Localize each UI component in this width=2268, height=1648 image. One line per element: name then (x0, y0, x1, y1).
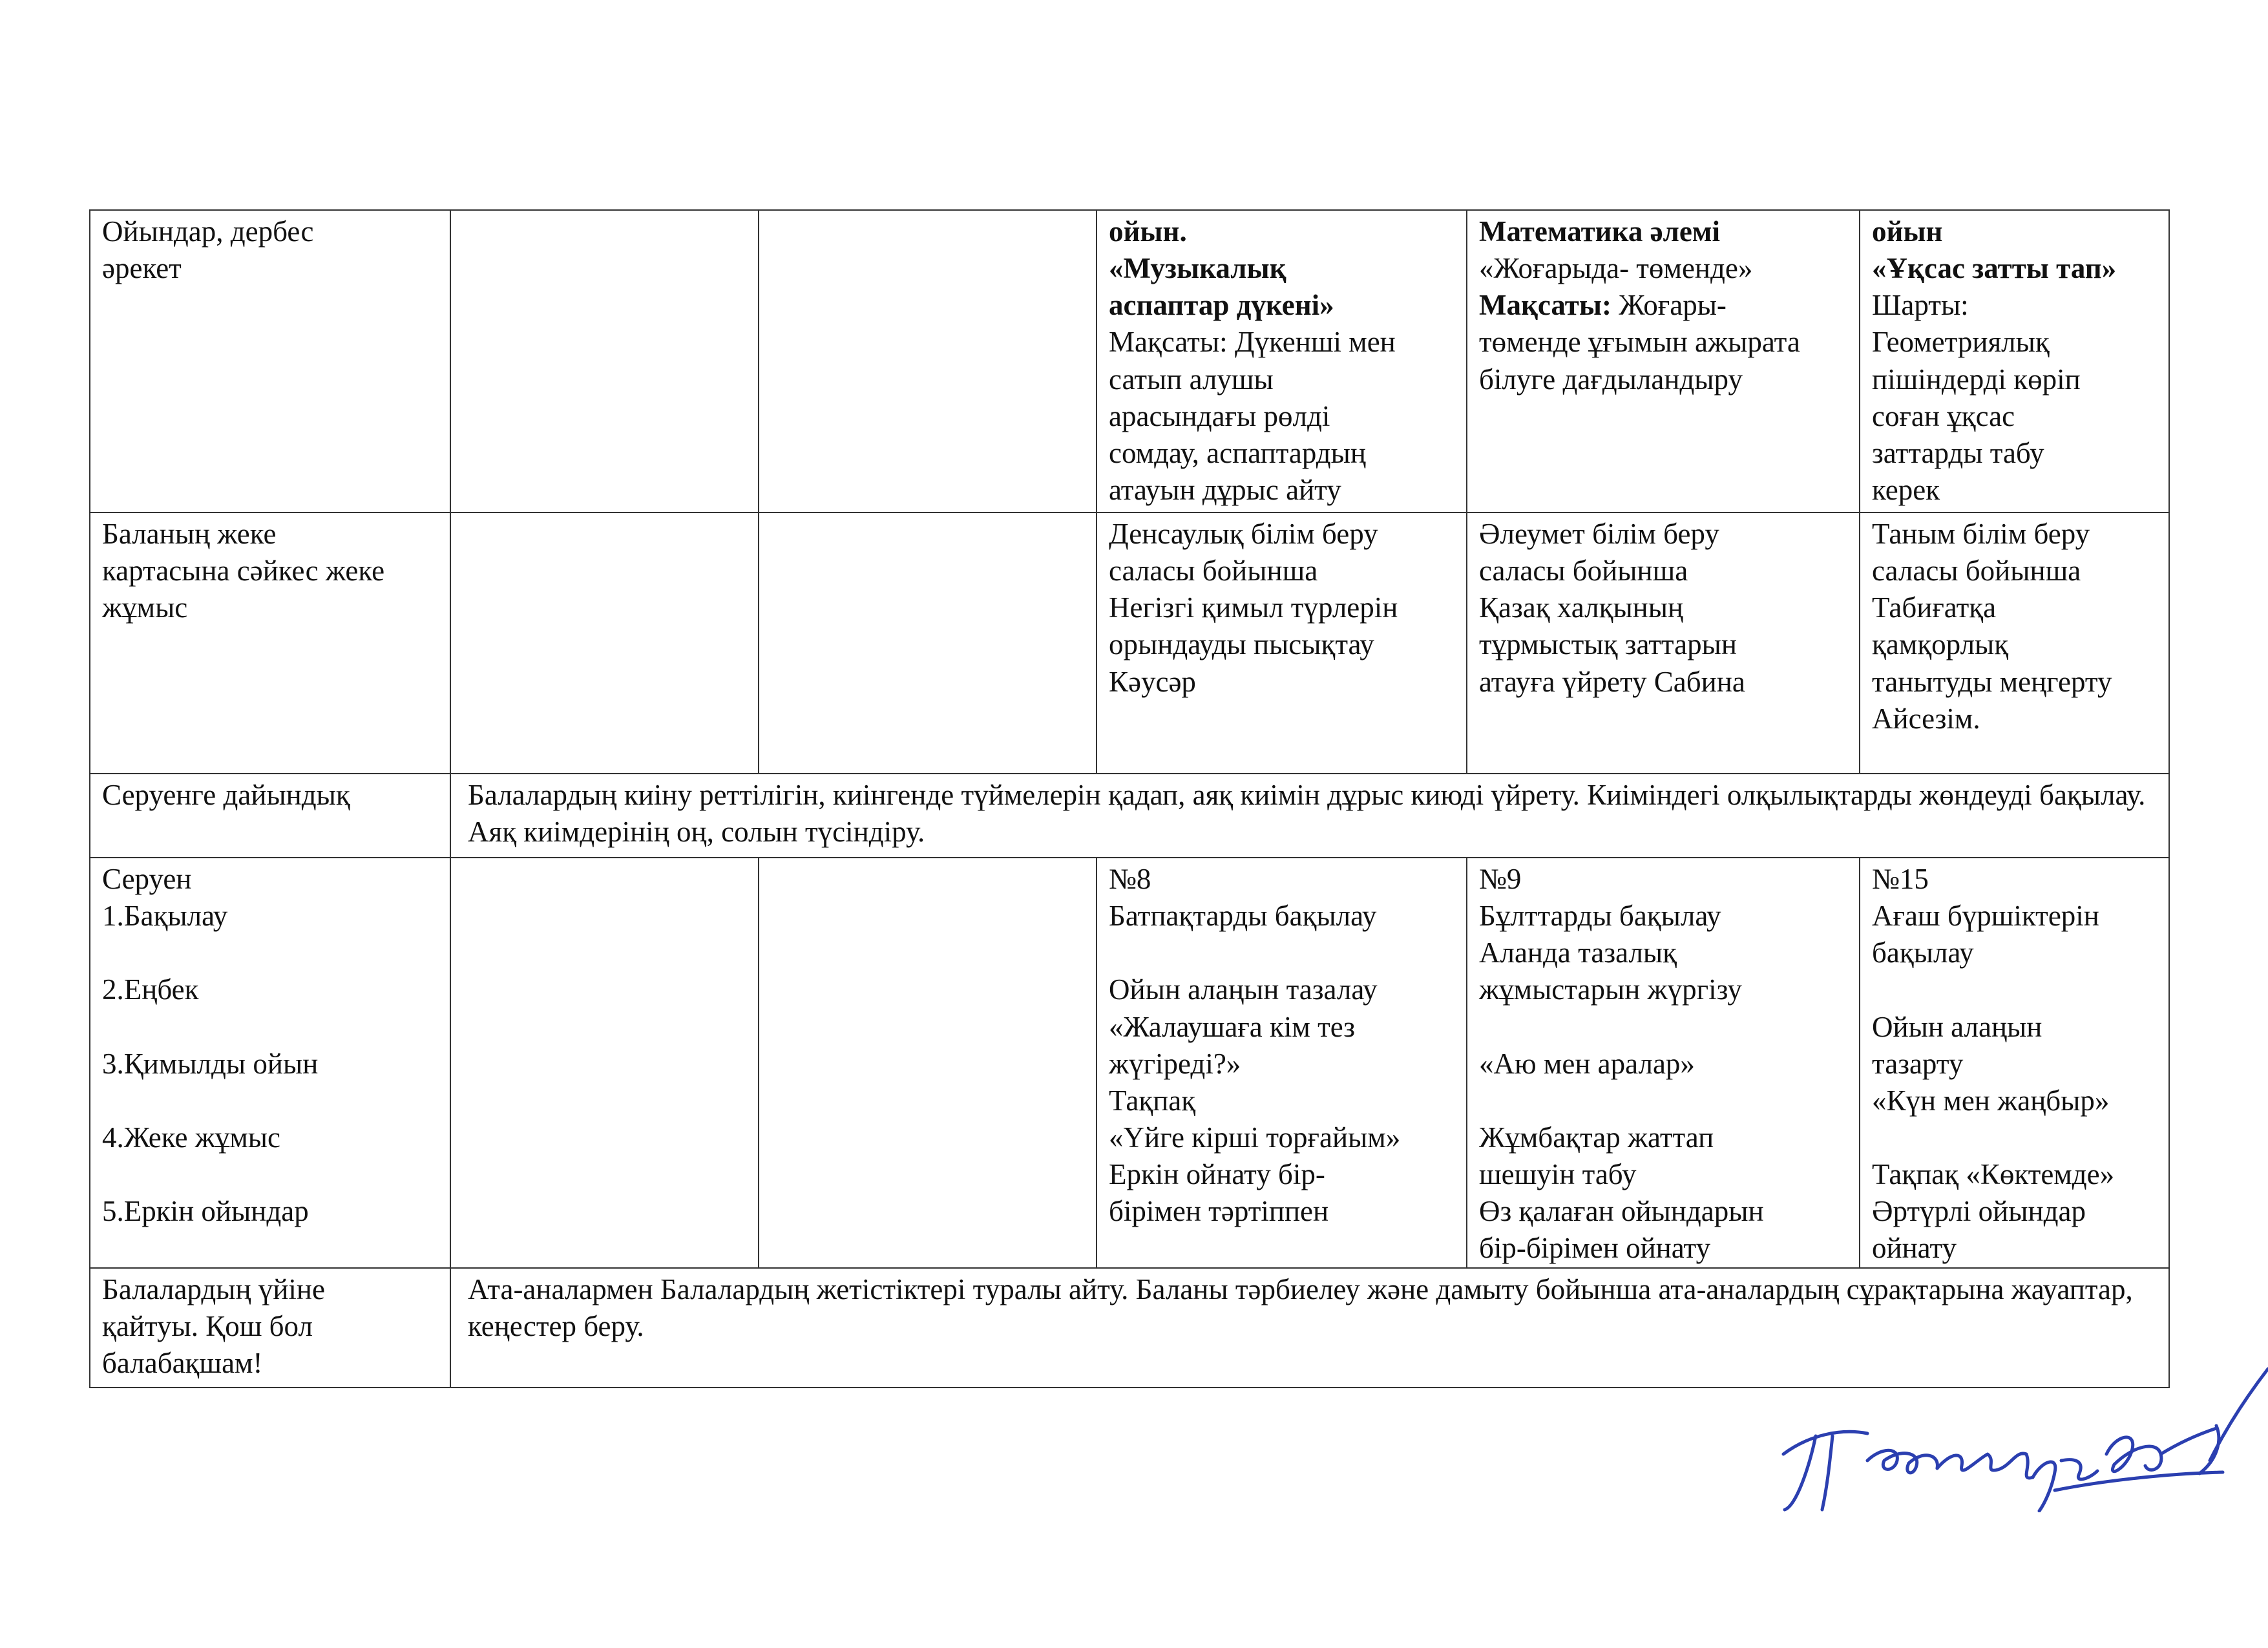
walk-col5-cell: №9 Бұлттарды бақылау Аланда тазалық жұмыстарын жүргізу «Аю мен аралар» Жұмбақтар жаттап шешуін табу Өз қалаған ойындарын бір-бірімен ойнату (1467, 858, 1860, 1268)
empty-cell (759, 512, 1097, 774)
empty-cell (759, 858, 1097, 1268)
games-col5-title: Математика әлемі (1479, 215, 1720, 248)
weekly-plan-table (89, 209, 2170, 1388)
games-col4-title: ойын. «Музыкалық аспаптар дүкені» (1109, 215, 1334, 322)
games-col4-cell (1097, 210, 1467, 512)
empty-cell (450, 210, 759, 512)
games-col5-cell (1467, 210, 1860, 512)
empty-cell (450, 512, 759, 774)
games-col5-subtitle: «Жоғарыда- төменде» (1479, 252, 1753, 285)
games-col5-goal-text: Жоғары- төменде ұғымын ажырата білуге дағдыландыру (1479, 289, 1800, 396)
games-col6-cell (1860, 210, 2169, 512)
walk-col6-cell: №15 Ағаш бүршіктерін бақылау Ойын алаңын тазарту «Күн мен жаңбыр» Тақпақ «Көктемде» Әртүрлі ойындар ойнату (1860, 858, 2169, 1268)
empty-cell (759, 210, 1097, 512)
row-label-games: Ойындар, дербес әрекет (90, 210, 450, 512)
games-col4-text: Мақсаты: Дүкенші мен сатып алушы арасындағы рөлді сомдау, аспаптардың атауын дұрыс айту (1109, 326, 1396, 506)
individual-col6-cell: Таным білім беру саласы бойынша Табиғатқа қамқорлық танытуды меңгерту Айсезім. (1860, 512, 2169, 774)
table-row (90, 774, 2169, 858)
home-text-cell: Ата-аналармен Балалардың жетістіктері туралы айту. Баланы тәрбиелеу және дамыту бойынша ата-аналардың сұрақтарына жауаптар, кеңестер беру. (450, 1268, 2169, 1388)
individual-col4-cell: Денсаулық білім беру саласы бойынша Негізгі қимыл түрлерін орындауды пысықтау Кәусәр (1097, 512, 1467, 774)
walk-col4-cell: №8 Батпақтарды бақылау Ойын алаңын тазалау «Жалаушаға кім тез жүгіреді?» Тақпақ «Үйге кірші торғайым» Еркін ойнату бір- бірімен тәртіппен (1097, 858, 1467, 1268)
games-col5-goal-label: Мақсаты: (1479, 289, 1612, 322)
row-label-home: Балалардың үйіне қайтуы. Қош бол балабақшам! (90, 1268, 450, 1388)
row-label-prep: Серуенге дайындық (90, 774, 450, 858)
individual-col5-cell: Әлеумет білім беру саласы бойынша Қазақ халқының тұрмыстық заттарын атауға үйрету Сабина (1467, 512, 1860, 774)
table-row (90, 512, 2169, 774)
empty-cell (450, 858, 759, 1268)
prep-text-cell: Балалардың киіну реттілігін, киінгенде түймелерін қадап, аяқ киімін дұрыс киюді үйрету. Киіміндегі олқылықтарды жөндеуді бақылау. Аяқ киімдерінің оң, солын түсіндіру. (450, 774, 2169, 858)
handwritten-signature (1770, 1364, 2268, 1512)
row-label-walk: Серуен 1.Бақылау 2.Еңбек 3.Қимылды ойын 4.Жеке жұмыс 5.Еркін ойындар (90, 858, 450, 1268)
games-col6-title: ойын «Ұқсас затты тап» (1872, 215, 2117, 285)
row-label-individual: Баланың жеке картасына сәйкес жеке жұмыс (90, 512, 450, 774)
table-row (90, 210, 2169, 512)
games-col6-text: Шарты: Геометриялық пішіндерді көріп соған ұқсас заттарды табу керек (1872, 289, 2081, 506)
table-row (90, 858, 2169, 1268)
